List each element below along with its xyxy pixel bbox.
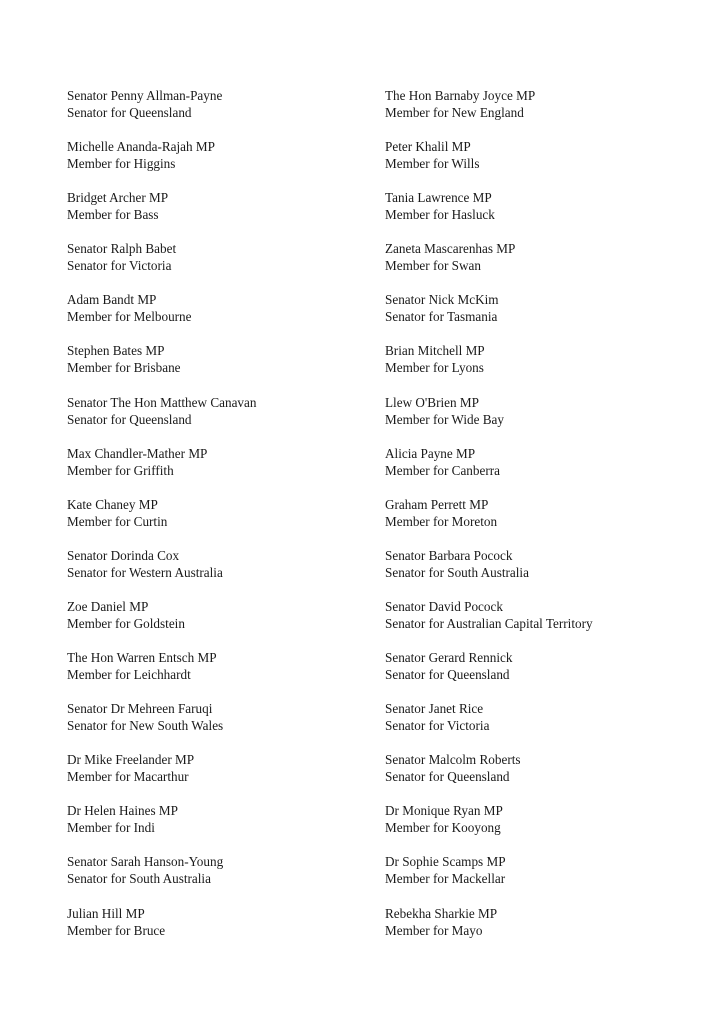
signatory-column-left — [67, 87, 387, 956]
signatory-name: Senator Sarah Hanson-Young — [67, 854, 224, 870]
signatory-entry — [385, 189, 705, 240]
signatory-role: Member for Hasluck — [385, 207, 495, 223]
signatory-name: Bridget Archer MP — [67, 190, 169, 206]
signatory-entry — [385, 598, 705, 649]
signatory-role: Member for Kooyong — [385, 820, 501, 836]
signatory-entry — [67, 598, 387, 649]
signatory-role: Member for Leichhardt — [67, 667, 191, 683]
signatory-role: Senator for Queensland — [385, 667, 510, 683]
signatory-name: Adam Bandt MP — [67, 292, 157, 308]
signatory-name: The Hon Warren Entsch MP — [67, 650, 217, 666]
signatory-name: Peter Khalil MP — [385, 139, 471, 155]
signatory-name: Senator Barbara Pocock — [385, 547, 513, 563]
signatory-entry — [385, 87, 705, 138]
signatory-entry — [67, 87, 387, 138]
signatory-role: Member for New England — [385, 105, 524, 120]
signatory-name: Julian Hill MP — [67, 905, 145, 921]
signatory-role: Member for Higgins — [67, 156, 176, 172]
signatory-role: Member for Melbourne — [67, 309, 192, 325]
signatory-role: Member for Mackellar — [385, 871, 506, 887]
signatory-role: Senator for Queensland — [385, 769, 510, 785]
signatory-role: Member for Swan — [385, 258, 481, 274]
signatory-name: Senator Dorinda Cox — [67, 547, 180, 563]
signatory-name: Graham Perrett MP — [385, 496, 489, 512]
signatory-entry — [67, 189, 387, 240]
signatory-role: Member for Moreton — [385, 513, 498, 529]
signatory-entry — [67, 751, 387, 802]
signatory-name: Dr Helen Haines MP — [67, 803, 178, 819]
signatory-entry — [385, 394, 705, 445]
signatory-name: Senator Janet Rice — [385, 701, 484, 717]
signatory-role: Senator for South Australia — [385, 564, 529, 580]
signatory-name: Kate Chaney MP — [67, 496, 158, 512]
signatory-entry — [385, 496, 705, 547]
signatory-entry — [67, 853, 387, 904]
signatory-role: Senator for South Australia — [67, 871, 211, 887]
signatory-role: Senator for Victoria — [67, 258, 172, 274]
signatory-entry — [67, 291, 387, 342]
signatory-role: Senator for Queensland — [67, 105, 192, 120]
signatory-role: Member for Mayo — [385, 922, 483, 938]
signatory-name: Alicia Payne MP — [385, 445, 476, 461]
signatory-name: Tania Lawrence MP — [385, 190, 492, 206]
signatory-entry — [385, 445, 705, 496]
signatory-entry — [385, 700, 705, 751]
signatory-entry — [385, 751, 705, 802]
signatory-entry — [385, 905, 705, 956]
signatory-name: Max Chandler-Mather MP — [67, 445, 208, 461]
signatory-name: Dr Sophie Scamps MP — [385, 854, 506, 870]
signatory-role: Member for Indi — [67, 820, 155, 836]
signatory-entry — [67, 496, 387, 547]
signatory-name: Brian Mitchell MP — [385, 343, 485, 359]
signatory-entry — [385, 291, 705, 342]
signatory-role: Senator for Queensland — [67, 411, 192, 427]
signatory-name: Dr Mike Freelander MP — [67, 752, 195, 768]
signatory-role: Member for Bruce — [67, 922, 166, 938]
signatory-entry — [67, 445, 387, 496]
signatory-name: Senator Gerard Rennick — [385, 650, 513, 666]
signatory-column-right — [385, 87, 705, 956]
signatory-role: Member for Lyons — [385, 360, 484, 376]
signatory-role: Member for Canberra — [385, 462, 500, 478]
signatory-name: Llew O'Brien MP — [385, 394, 479, 410]
signatory-role: Member for Bass — [67, 207, 159, 223]
signatory-role: Member for Griffith — [67, 462, 174, 478]
signatory-name: The Hon Barnaby Joyce MP — [385, 88, 536, 103]
signatory-role: Senator for New South Wales — [67, 718, 224, 734]
signatory-role: Member for Curtin — [67, 513, 168, 529]
signatory-entry — [385, 342, 705, 393]
signatory-entry — [385, 649, 705, 700]
signatory-role: Senator for Tasmania — [385, 309, 498, 325]
signatory-name: Stephen Bates MP — [67, 343, 165, 359]
signatory-entry — [67, 649, 387, 700]
signatory-role: Member for Goldstein — [67, 615, 185, 631]
signatory-role: Member for Macarthur — [67, 769, 189, 785]
signatory-entry — [67, 394, 387, 445]
signatory-name: Zoe Daniel MP — [67, 598, 149, 614]
signatory-name: Senator David Pocock — [385, 598, 503, 614]
signatory-entry — [67, 547, 387, 598]
signatory-name: Rebekha Sharkie MP — [385, 905, 498, 921]
signatory-name: Senator Penny Allman-Payne — [67, 88, 223, 103]
signatory-entry — [385, 240, 705, 291]
signatory-role: Member for Brisbane — [67, 360, 181, 376]
signatory-entry — [67, 802, 387, 853]
signatory-name: Michelle Ananda-Rajah MP — [67, 139, 215, 155]
signatory-name: Senator Ralph Babet — [67, 241, 177, 257]
signatory-entry — [67, 700, 387, 751]
signatory-entry — [67, 138, 387, 189]
signatory-role: Member for Wills — [385, 156, 480, 172]
signatory-name: Senator Nick McKim — [385, 292, 499, 308]
signatory-entry — [67, 905, 387, 956]
signatory-role: Senator for Western Australia — [67, 564, 223, 580]
signatory-role: Senator for Victoria — [385, 718, 490, 734]
signatory-entry — [385, 802, 705, 853]
signatory-entry — [67, 240, 387, 291]
signatory-name: Senator The Hon Matthew Canavan — [67, 394, 257, 410]
signatory-entry — [385, 547, 705, 598]
signatory-entry — [385, 853, 705, 904]
signatory-name: Zaneta Mascarenhas MP — [385, 241, 516, 257]
signatory-name: Senator Malcolm Roberts — [385, 752, 521, 768]
signatory-entry — [67, 342, 387, 393]
signatory-role: Senator for Australian Capital Territory — [385, 615, 593, 631]
signatory-entry — [385, 138, 705, 189]
signatory-name: Dr Monique Ryan MP — [385, 803, 503, 819]
signatory-role: Member for Wide Bay — [385, 411, 504, 427]
signatory-name: Senator Dr Mehreen Faruqi — [67, 701, 213, 717]
